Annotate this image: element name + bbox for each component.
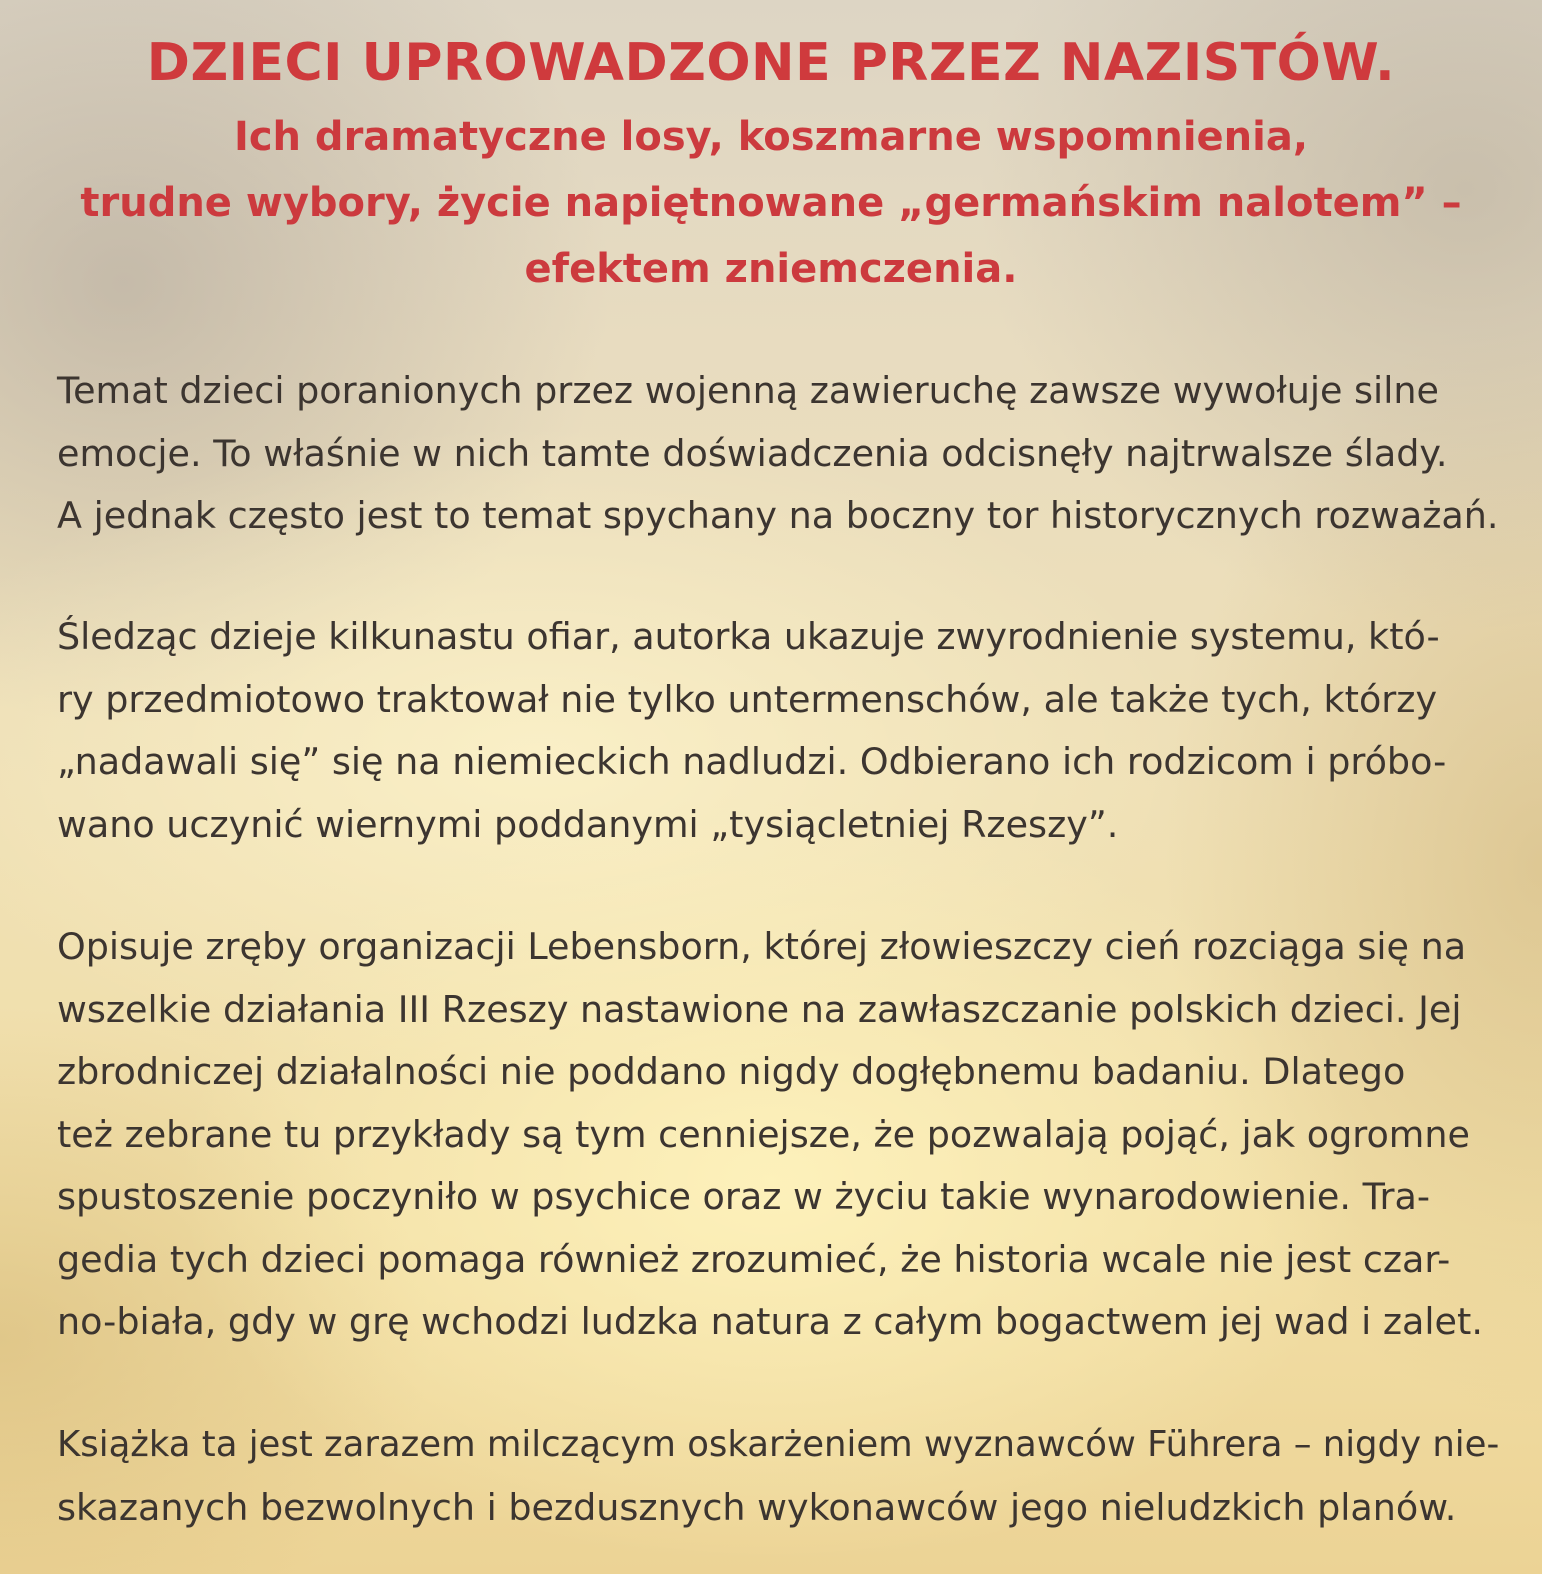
text-line: Temat dzieci poranionych przez wojenną zawieruchę zawsze wywołuje silne — [57, 369, 1439, 412]
text-line: wszelkie działania III Rzeszy nastawione na zawłaszczanie polskich dzieci. Jej — [57, 987, 1462, 1031]
text-line: no-biała, gdy w grę wchodzi ludzka natura z całym bogactwem jej wad i zalet. — [57, 1300, 1483, 1343]
paragraph-intro — [57, 360, 1507, 548]
text-line: A jednak często jest to temat spychany na boczny tor historycznych rozważań. — [57, 494, 1499, 537]
subtitle-line: trudne wybory, życie napiętnowane „germańskim nalotem” – — [80, 180, 1462, 226]
text-line: ry przedmiotowo traktował nie tylko untermenschów, ale także tych, którzy — [57, 677, 1438, 721]
text-line: emocje. To właśnie w nich tamte doświadczenia odcisnęły najtrwalsze ślady. — [57, 431, 1448, 475]
paragraph-conclusion — [57, 1414, 1507, 1539]
text-line: skazanych bezwolnych i bezdusznych wykonawców jego nieludzkich planów. — [57, 1485, 1457, 1529]
paragraph-victims — [57, 606, 1507, 856]
text-line: Śledząc dzieje kilkunastu ofiar, autorka ukazuje zwyrodnienie systemu, któ- — [57, 615, 1440, 658]
headline: DZIECI UPROWADZONE PRZEZ NAZISTÓW. — [146, 33, 1396, 93]
text-line: Opisuje zręby organizacji Lebensborn, której złowieszczy cień rozciąga się na — [57, 925, 1467, 968]
text-line: wano uczynić wiernymi poddanymi „tysiącletniej Rzeszy”. — [57, 802, 1119, 846]
text-line: też zebrane tu przykłady są tym cenniejsze, że pozwalają pojąć, jak ogromne — [57, 1112, 1470, 1156]
subtitle — [40, 104, 1502, 302]
text-line: gedia tych dzieci pomaga również zrozumieć, że historia wcale nie jest czar- — [57, 1237, 1451, 1281]
text-line: zbrodniczej działalności nie poddano nigdy dogłębnemu badaniu. Dlatego — [57, 1050, 1406, 1093]
paragraph-lebensborn — [57, 916, 1507, 1354]
text-line: Książka ta jest zarazem milczącym oskarżeniem wyznawców Führera – nigdy nie- — [57, 1424, 1500, 1465]
subtitle-line: efektem zniemczenia. — [524, 246, 1018, 292]
text-line: spustoszenie poczyniło w psychice oraz w życiu takie wynarodowienie. Tra- — [57, 1175, 1431, 1218]
subtitle-line: Ich dramatyczne losy, koszmarne wspomnienia, — [233, 114, 1309, 160]
text-line: „nadawali się” się na niemieckich nadludzi. Odbierano ich rodzicom i próbo- — [57, 740, 1447, 783]
